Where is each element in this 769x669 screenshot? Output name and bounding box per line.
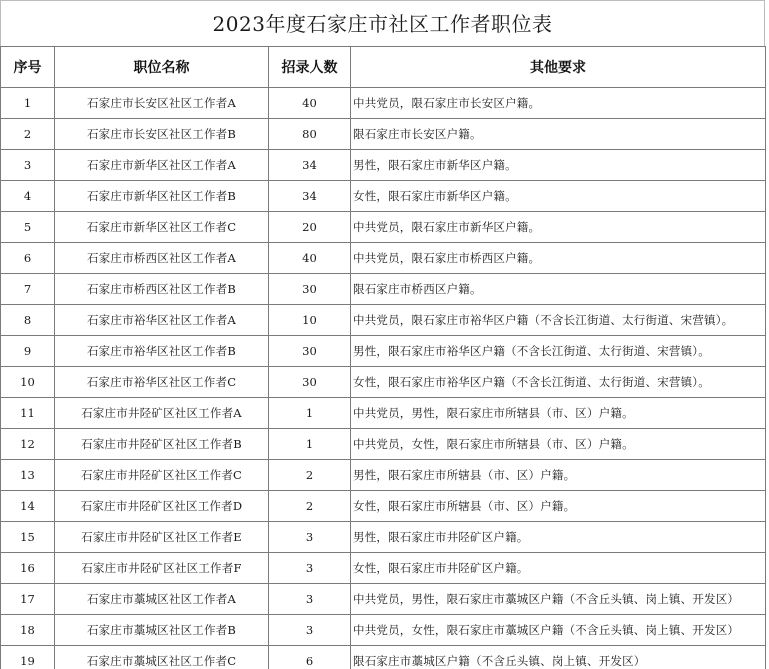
cell-other-requirements[interactable]: 男性，限石家庄市所辖县（市、区）户籍。 bbox=[351, 460, 766, 491]
table-row bbox=[1, 336, 766, 367]
cell-recruit-count[interactable]: 1 bbox=[269, 398, 351, 429]
cell-position-name[interactable]: 石家庄市裕华区社区工作者B bbox=[55, 336, 269, 367]
cell-recruit-count[interactable]: 34 bbox=[269, 150, 351, 181]
cell-recruit-count[interactable]: 3 bbox=[269, 522, 351, 553]
cell-other-requirements[interactable]: 中共党员，男性，限石家庄市藁城区户籍（不含丘头镇、岗上镇、开发区） bbox=[351, 584, 766, 615]
cell-other-requirements[interactable]: 女性，限石家庄市新华区户籍。 bbox=[351, 181, 766, 212]
cell-position-name[interactable]: 石家庄市井陉矿区社区工作者A bbox=[55, 398, 269, 429]
cell-recruit-count[interactable]: 3 bbox=[269, 584, 351, 615]
cell-serial-number[interactable]: 1 bbox=[1, 88, 55, 119]
cell-recruit-count[interactable]: 3 bbox=[269, 553, 351, 584]
cell-recruit-count[interactable]: 40 bbox=[269, 88, 351, 119]
cell-serial-number[interactable]: 6 bbox=[1, 243, 55, 274]
cell-recruit-count[interactable]: 80 bbox=[269, 119, 351, 150]
table-row bbox=[1, 119, 766, 150]
cell-recruit-count[interactable]: 1 bbox=[269, 429, 351, 460]
cell-position-name[interactable]: 石家庄市藁城区社区工作者C bbox=[55, 646, 269, 669]
cell-position-name[interactable]: 石家庄市新华区社区工作者C bbox=[55, 212, 269, 243]
table-row bbox=[1, 212, 766, 243]
cell-serial-number[interactable]: 12 bbox=[1, 429, 55, 460]
table-row bbox=[1, 243, 766, 274]
table-row bbox=[1, 646, 766, 669]
cell-position-name[interactable]: 石家庄市井陉矿区社区工作者C bbox=[55, 460, 269, 491]
cell-serial-number[interactable]: 16 bbox=[1, 553, 55, 584]
cell-recruit-count[interactable]: 3 bbox=[269, 615, 351, 646]
cell-position-name[interactable]: 石家庄市井陉矿区社区工作者F bbox=[55, 553, 269, 584]
cell-other-requirements[interactable]: 男性，限石家庄市井陉矿区户籍。 bbox=[351, 522, 766, 553]
cell-serial-number[interactable]: 14 bbox=[1, 491, 55, 522]
table-row bbox=[1, 274, 766, 305]
table-row bbox=[1, 615, 766, 646]
cell-other-requirements[interactable]: 男性，限石家庄市新华区户籍。 bbox=[351, 150, 766, 181]
positions-table bbox=[0, 46, 766, 669]
cell-position-name[interactable]: 石家庄市井陉矿区社区工作者D bbox=[55, 491, 269, 522]
cell-serial-number[interactable]: 7 bbox=[1, 274, 55, 305]
cell-position-name[interactable]: 石家庄市井陉矿区社区工作者E bbox=[55, 522, 269, 553]
cell-position-name[interactable]: 石家庄市藁城区社区工作者B bbox=[55, 615, 269, 646]
table-row bbox=[1, 398, 766, 429]
cell-recruit-count[interactable]: 34 bbox=[269, 181, 351, 212]
cell-position-name[interactable]: 石家庄市新华区社区工作者A bbox=[55, 150, 269, 181]
cell-other-requirements[interactable]: 限石家庄市藁城区户籍（不含丘头镇、岗上镇、开发区） bbox=[351, 646, 766, 669]
cell-other-requirements[interactable]: 女性，限石家庄市所辖县（市、区）户籍。 bbox=[351, 491, 766, 522]
header-other-requirements[interactable]: 其他要求 bbox=[351, 47, 766, 88]
header-position-name[interactable]: 职位名称 bbox=[55, 47, 269, 88]
cell-serial-number[interactable]: 10 bbox=[1, 367, 55, 398]
cell-recruit-count[interactable]: 30 bbox=[269, 274, 351, 305]
cell-other-requirements[interactable]: 男性，限石家庄市裕华区户籍（不含长江街道、太行街道、宋营镇）。 bbox=[351, 336, 766, 367]
cell-serial-number[interactable]: 8 bbox=[1, 305, 55, 336]
cell-serial-number[interactable]: 18 bbox=[1, 615, 55, 646]
table-row bbox=[1, 522, 766, 553]
cell-recruit-count[interactable]: 40 bbox=[269, 243, 351, 274]
cell-position-name[interactable]: 石家庄市新华区社区工作者B bbox=[55, 181, 269, 212]
cell-other-requirements[interactable]: 女性，限石家庄市裕华区户籍（不含长江街道、太行街道、宋营镇）。 bbox=[351, 367, 766, 398]
table-row bbox=[1, 429, 766, 460]
cell-other-requirements[interactable]: 限石家庄市长安区户籍。 bbox=[351, 119, 766, 150]
header-serial-number[interactable]: 序号 bbox=[1, 47, 55, 88]
cell-position-name[interactable]: 石家庄市裕华区社区工作者A bbox=[55, 305, 269, 336]
cell-position-name[interactable]: 石家庄市井陉矿区社区工作者B bbox=[55, 429, 269, 460]
cell-other-requirements[interactable]: 中共党员，限石家庄市桥西区户籍。 bbox=[351, 243, 766, 274]
table-body bbox=[1, 88, 766, 669]
cell-serial-number[interactable]: 13 bbox=[1, 460, 55, 491]
table-row bbox=[1, 150, 766, 181]
cell-other-requirements[interactable]: 中共党员，女性，限石家庄市所辖县（市、区）户籍。 bbox=[351, 429, 766, 460]
cell-recruit-count[interactable]: 20 bbox=[269, 212, 351, 243]
cell-serial-number[interactable]: 11 bbox=[1, 398, 55, 429]
table-row bbox=[1, 367, 766, 398]
cell-serial-number[interactable]: 19 bbox=[1, 646, 55, 669]
cell-recruit-count[interactable]: 2 bbox=[269, 460, 351, 491]
cell-other-requirements[interactable]: 中共党员，男性，限石家庄市所辖县（市、区）户籍。 bbox=[351, 398, 766, 429]
cell-recruit-count[interactable]: 2 bbox=[269, 491, 351, 522]
cell-other-requirements[interactable]: 中共党员，限石家庄市裕华区户籍（不含长江街道、太行街道、宋营镇）。 bbox=[351, 305, 766, 336]
cell-recruit-count[interactable]: 10 bbox=[269, 305, 351, 336]
cell-other-requirements[interactable]: 中共党员，女性，限石家庄市藁城区户籍（不含丘头镇、岗上镇、开发区） bbox=[351, 615, 766, 646]
cell-serial-number[interactable]: 3 bbox=[1, 150, 55, 181]
cell-serial-number[interactable]: 5 bbox=[1, 212, 55, 243]
cell-position-name[interactable]: 石家庄市长安区社区工作者B bbox=[55, 119, 269, 150]
cell-serial-number[interactable]: 4 bbox=[1, 181, 55, 212]
table-title: 2023年度石家庄市社区工作者职位表 bbox=[0, 0, 765, 46]
cell-position-name[interactable]: 石家庄市藁城区社区工作者A bbox=[55, 584, 269, 615]
cell-serial-number[interactable]: 17 bbox=[1, 584, 55, 615]
table-row bbox=[1, 460, 766, 491]
table-row bbox=[1, 584, 766, 615]
table-row bbox=[1, 181, 766, 212]
table-row bbox=[1, 88, 766, 119]
cell-other-requirements[interactable]: 女性，限石家庄市井陉矿区户籍。 bbox=[351, 553, 766, 584]
cell-position-name[interactable]: 石家庄市长安区社区工作者A bbox=[55, 88, 269, 119]
table-row bbox=[1, 305, 766, 336]
cell-serial-number[interactable]: 2 bbox=[1, 119, 55, 150]
cell-recruit-count[interactable]: 30 bbox=[269, 336, 351, 367]
cell-other-requirements[interactable]: 中共党员，限石家庄市新华区户籍。 bbox=[351, 212, 766, 243]
cell-serial-number[interactable]: 15 bbox=[1, 522, 55, 553]
table-header-row bbox=[1, 47, 766, 88]
cell-other-requirements[interactable]: 中共党员，限石家庄市长安区户籍。 bbox=[351, 88, 766, 119]
table-row bbox=[1, 491, 766, 522]
cell-serial-number[interactable]: 9 bbox=[1, 336, 55, 367]
cell-position-name[interactable]: 石家庄市裕华区社区工作者C bbox=[55, 367, 269, 398]
header-recruit-count[interactable]: 招录人数 bbox=[269, 47, 351, 88]
cell-position-name[interactable]: 石家庄市桥西区社区工作者B bbox=[55, 274, 269, 305]
cell-other-requirements[interactable]: 限石家庄市桥西区户籍。 bbox=[351, 274, 766, 305]
cell-position-name[interactable]: 石家庄市桥西区社区工作者A bbox=[55, 243, 269, 274]
cell-recruit-count[interactable]: 30 bbox=[269, 367, 351, 398]
cell-recruit-count[interactable]: 6 bbox=[269, 646, 351, 669]
table-row bbox=[1, 553, 766, 584]
